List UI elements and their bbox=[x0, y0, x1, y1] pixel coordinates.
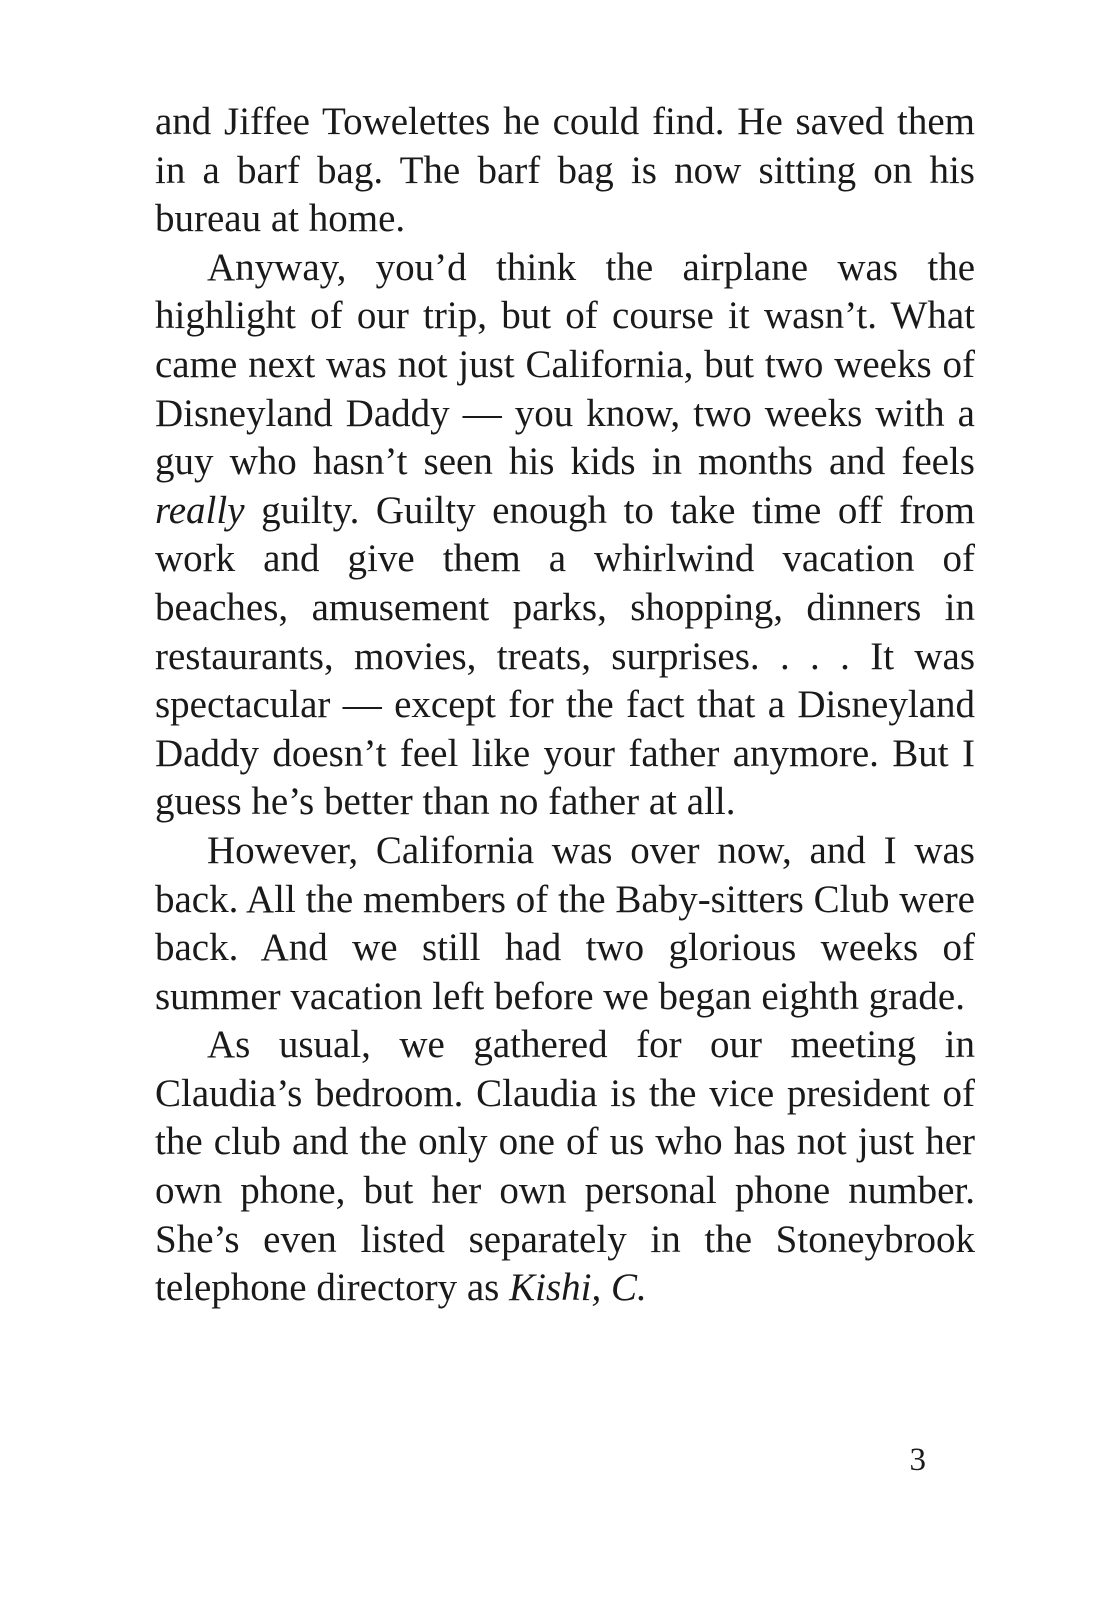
paragraph bbox=[155, 1021, 975, 1313]
paragraph bbox=[155, 827, 975, 1021]
italic-text: Kishi, C. bbox=[509, 1266, 647, 1310]
text-run: guilty. Guilty enough to take time off from work and give them a whirlwind vacation of beaches, amusement parks, shopping, dinners in restaurants, movies, treats, surprises. . . . It was spectacular — except for the fact that a Disneyland Daddy doesn’t feel like your father anymore. But I guess he’s better than no father at all. bbox=[155, 488, 975, 824]
paragraph bbox=[155, 244, 975, 827]
text-run: However, California was over now, and I was back. All the members of the Baby-sitters Club were back. And we still had two glorious weeks of summer vacation left before we began eighth grade. bbox=[155, 828, 975, 1018]
text-run: Anyway, you’d think the airplane was the highlight of our trip, but of course it wasn’t. What came next was not just California, but two weeks of Disneyland Daddy — you know, two weeks with a guy who hasn’t seen his kids in months and feels bbox=[155, 245, 975, 484]
body-text bbox=[155, 98, 975, 1313]
page-number: 3 bbox=[909, 1442, 926, 1478]
italic-text: really bbox=[155, 488, 245, 532]
text-run: and Jiffee Towelettes he could find. He saved them in a barf bag. The barf bag is now sitting on his bureau at home. bbox=[155, 100, 975, 241]
text-run: As usual, we gathered for our meeting in Claudia’s bedroom. Claudia is the vice president of the club and the only one of us who has not just her own phone, but her own personal phone number. She’s even listed separately in the Stoneybrook telephone directory as bbox=[155, 1023, 975, 1310]
paragraph bbox=[155, 98, 975, 244]
